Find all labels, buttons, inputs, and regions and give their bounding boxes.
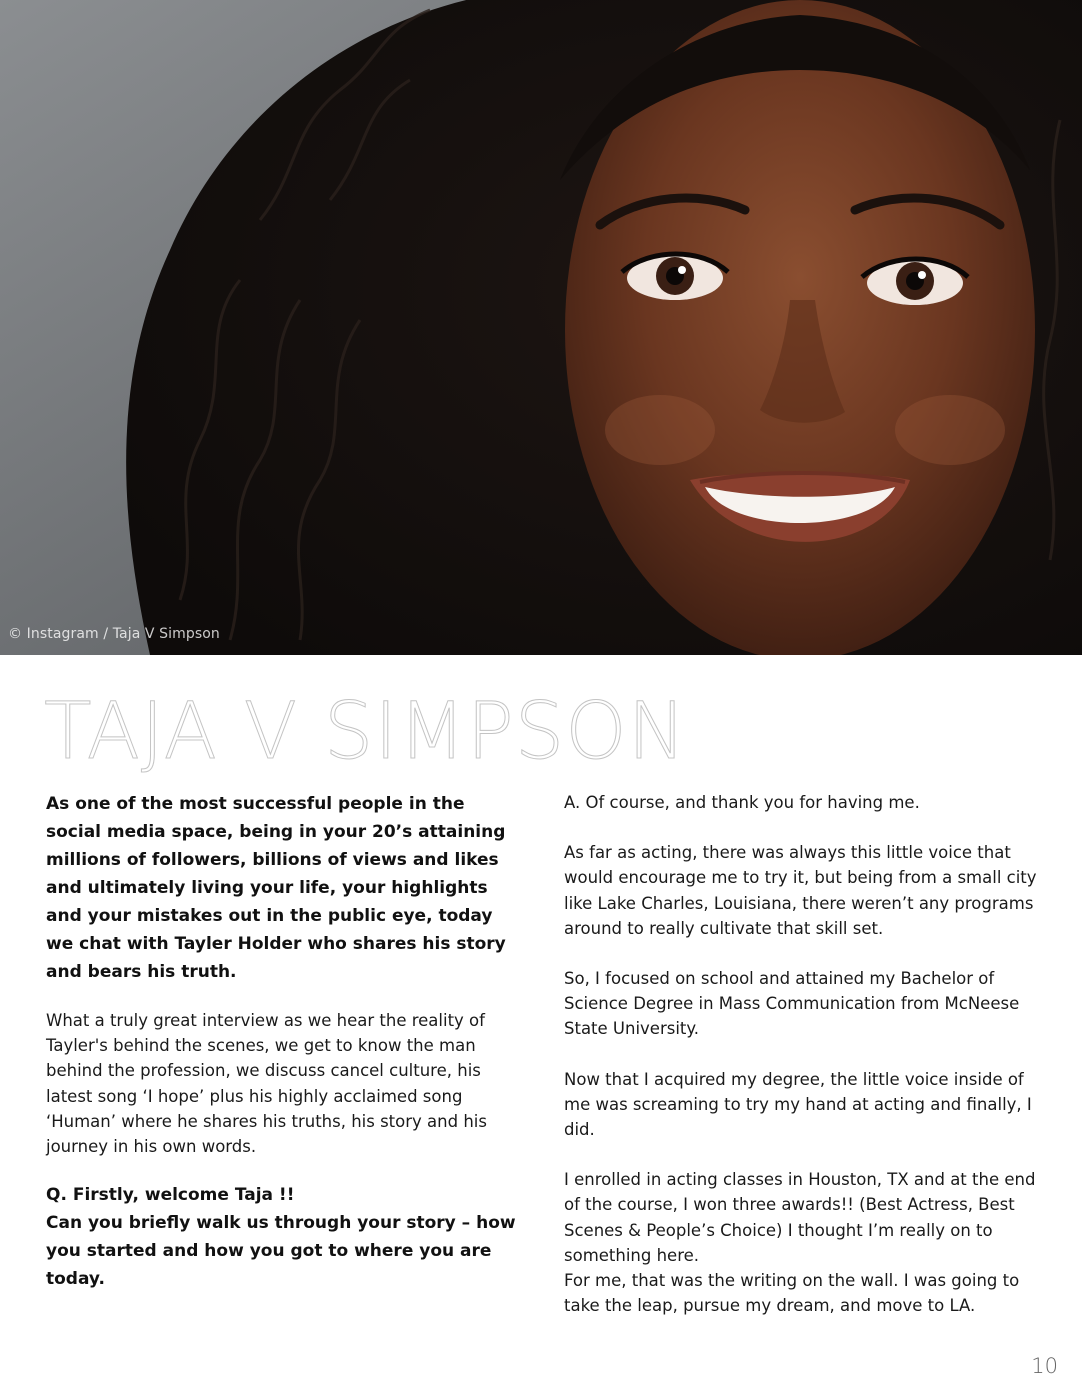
portrait-illustration xyxy=(0,0,1082,655)
answer-paragraph-3: So, I focused on school and attained my Bachelor of Science Degree in Mass Communication from McNeese State University. xyxy=(564,969,1020,1039)
intro-paragraph: What a truly great interview as we hear the reality of Tayler's behind the scenes, we get to know the man behind the profession, we discuss cancel culture, his latest song ‘I hope’ plus his highly acclaimed song ‘Human’ where he shares his truths, his story and his journey in his own words. xyxy=(46,1011,487,1157)
question-line-1: Q. Firstly, welcome Taja !! xyxy=(46,1185,295,1206)
answer-paragraph-2: As far as acting, there was always this little voice that would encourage me to try it, but being from a small city like Lake Charles, Louisiana, there weren’t any programs around to really cultivate that skill set. xyxy=(564,843,1037,938)
answer-paragraph-5: I enrolled in acting classes in Houston, TX and at the end of the course, I won three awards!! (Best Actress, Best Scenes & People’s Choice) I thought I’m really on to something here. xyxy=(564,1170,1036,1265)
answer-paragraph-6: For me, that was the writing on the wall. I was going to take the leap, pursue my dream, and move to LA. xyxy=(564,1271,1020,1316)
answer-paragraph-1: A. Of course, and thank you for having me. xyxy=(564,793,920,812)
answer-paragraph-4: Now that I acquired my degree, the little voice inside of me was screaming to try my hand at acting and finally, I did. xyxy=(564,1069,1032,1140)
right-column xyxy=(564,790,1054,1318)
article-title: TAJA V SIMPSON xyxy=(44,687,687,777)
question-line-2: Can you briefly walk us through your story – how you started and how you got to where you are today. xyxy=(46,1213,516,1290)
photo-credit: © Instagram / Taja V Simpson xyxy=(8,626,220,642)
interview-question xyxy=(46,1181,516,1293)
left-column xyxy=(46,790,516,1293)
page-number: 10 xyxy=(1031,1354,1058,1378)
lead-paragraph: As one of the most successful people in the social media space, being in your 20’s attaining millions of followers, billions of views and likes and ultimately living your life, your highlights and your mistakes out in the public eye, today we chat with Tayler Holder who shares his story and bears his truth. xyxy=(46,794,506,982)
hero-photo xyxy=(0,0,1082,655)
